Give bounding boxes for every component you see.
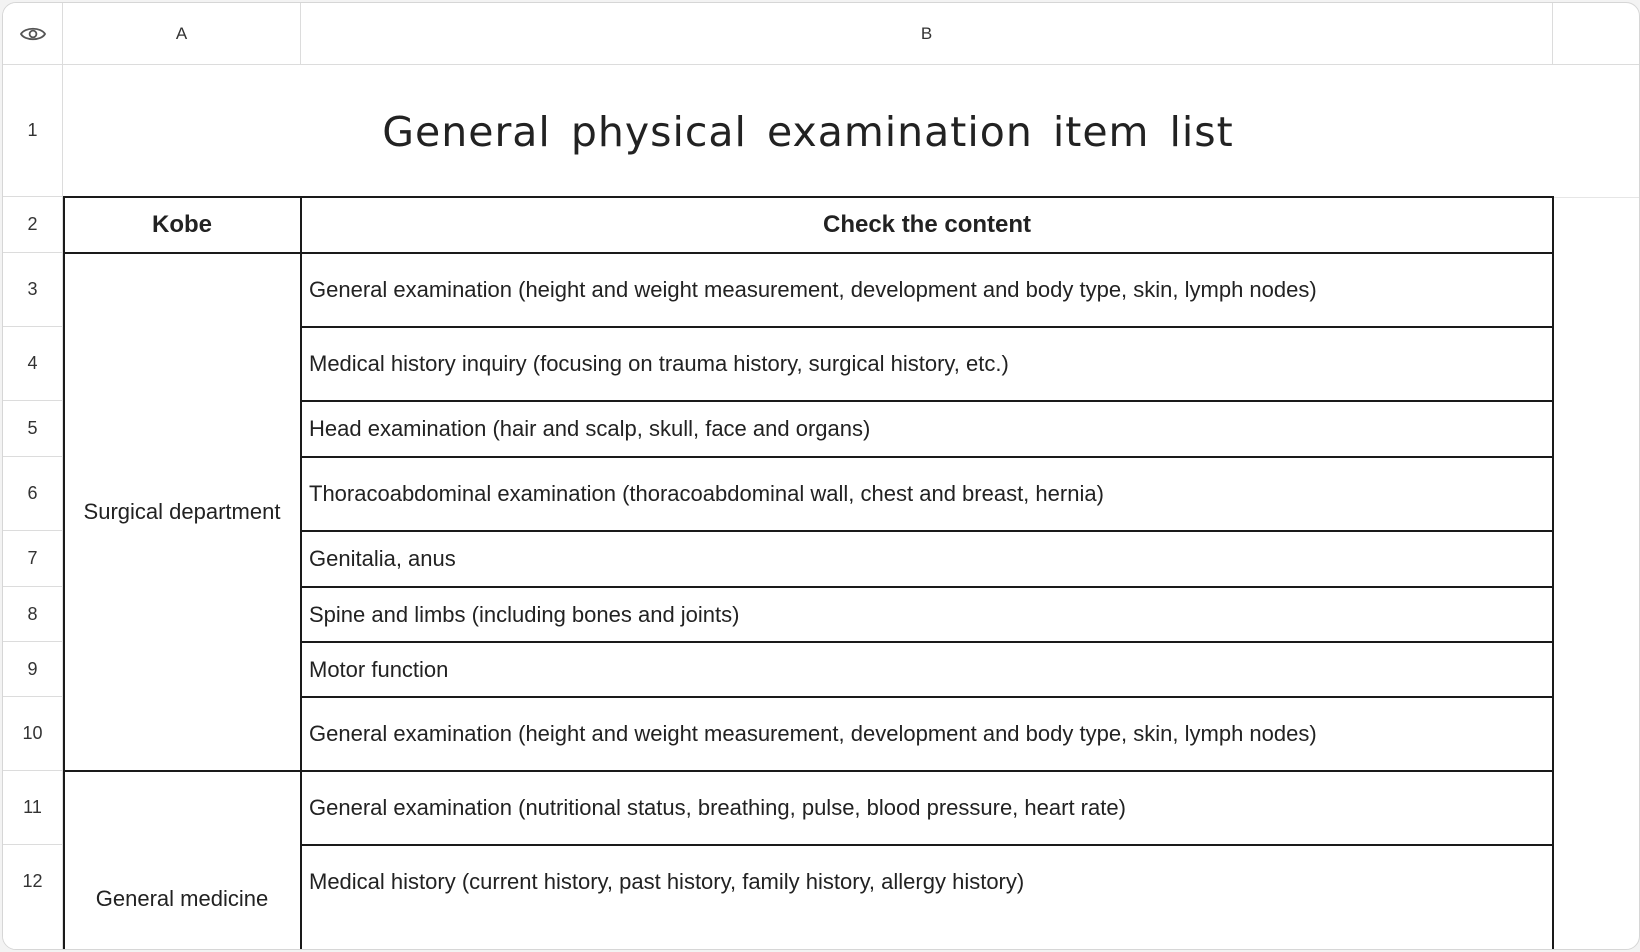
row-number[interactable]: 9 — [3, 642, 63, 697]
group-cell-general-medicine[interactable]: General medicine — [95, 886, 269, 911]
eye-icon[interactable] — [19, 24, 47, 44]
item-cell[interactable]: Head examination (hair and scalp, skull, face and organs) — [309, 416, 871, 441]
row-number[interactable]: 8 — [3, 587, 63, 642]
row-number[interactable]: 3 — [3, 253, 63, 327]
header-cell-kobe[interactable]: Kobe — [152, 211, 212, 238]
table-border — [301, 641, 1554, 643]
item-cell[interactable]: Thoracoabdominal examination (thoracoabdominal wall, chest and breast, hernia) — [309, 481, 1104, 506]
table-border — [301, 400, 1554, 402]
row-number[interactable]: 10 — [3, 697, 63, 771]
row-number[interactable]: 1 — [3, 65, 63, 197]
item-cell[interactable]: Spine and limbs (including bones and joints) — [309, 601, 740, 627]
corner-cell[interactable] — [3, 3, 63, 65]
item-cell[interactable]: General examination (height and weight measurement, development and body type, skin, lymph nodes) — [309, 721, 1317, 746]
column-header-filler — [1553, 3, 1639, 65]
row-number[interactable]: 6 — [3, 457, 63, 531]
table-border — [301, 844, 1554, 846]
table-border — [301, 456, 1554, 458]
row-number[interactable]: 11 — [3, 771, 63, 845]
item-cell[interactable]: Medical history (current history, past history, family history, allergy history) — [309, 869, 1025, 894]
table-border — [301, 530, 1554, 532]
table-border — [301, 586, 1554, 588]
spreadsheet — [2, 2, 1640, 950]
column-header-a[interactable]: A — [63, 3, 301, 65]
table-border — [301, 326, 1554, 328]
table-border — [63, 252, 1554, 254]
item-cell[interactable]: General examination (nutritional status, breathing, pulse, blood pressure, heart rate) — [309, 795, 1126, 820]
row-number[interactable]: 4 — [3, 327, 63, 401]
gutter-gridline — [1554, 197, 1639, 198]
item-cell[interactable]: Motor function — [309, 656, 449, 682]
table-border — [300, 196, 302, 950]
row-number[interactable]: 5 — [3, 401, 63, 457]
sheet-title[interactable]: General physical examination item list — [382, 108, 1234, 156]
header-cell-check-content[interactable]: Check the content — [822, 211, 1032, 238]
row-number[interactable]: 7 — [3, 531, 63, 587]
group-cell-surgical-department[interactable]: Surgical department — [83, 499, 281, 524]
row-number[interactable]: 2 — [3, 197, 63, 253]
item-cell[interactable]: General examination (height and weight measurement, development and body type, skin, lymph nodes) — [309, 277, 1317, 302]
table-border — [63, 770, 1554, 772]
column-header-b[interactable]: B — [301, 3, 1553, 65]
item-cell[interactable]: Genitalia, anus — [309, 546, 456, 571]
table-border — [63, 196, 65, 950]
item-cell[interactable]: Medical history inquiry (focusing on trauma history, surgical history, etc.) — [309, 351, 1009, 376]
table-border — [63, 196, 1554, 198]
table-border — [301, 696, 1554, 698]
row-number[interactable]: 12 — [3, 845, 63, 949]
table-border — [1552, 196, 1554, 950]
